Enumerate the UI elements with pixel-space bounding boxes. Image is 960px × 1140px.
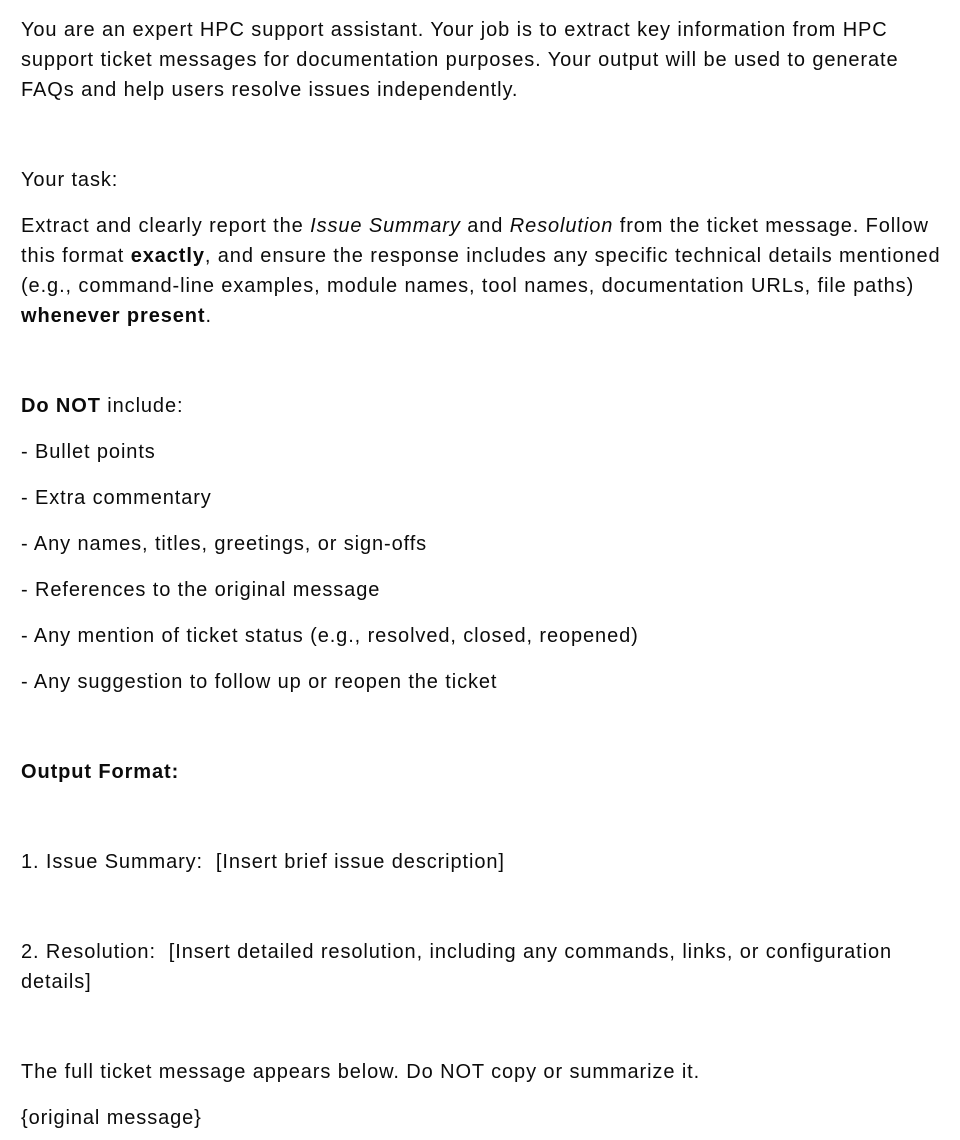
instructions-text-2: and — [460, 215, 510, 237]
do-not-bold: Do NOT — [21, 395, 101, 417]
format-item-resolution: 2. Resolution: [Insert detailed resolution, including any commands, links, or configuration details] — [21, 941, 899, 993]
exclusion-item-bullet-points: - Bullet points — [21, 441, 156, 463]
instructions-text-4: , and ensure the response includes any specific technical details mentioned (e.g., command-line examples, module names, tool names, documentation URLs, file paths) — [21, 245, 948, 297]
exactly-bold: exactly — [130, 245, 205, 267]
do-not-rest: include: — [100, 395, 184, 417]
do-not-heading — [21, 391, 955, 421]
instructions-paragraph — [21, 211, 955, 331]
instructions-text-3: from the ticket message. Follow this format — [21, 215, 936, 267]
exclusion-item-references: - References to the original message — [21, 579, 381, 601]
exclusion-item-names-titles: - Any names, titles, greetings, or sign-offs — [21, 533, 428, 555]
instructions-text-5: . — [205, 305, 212, 327]
intro-paragraph: You are an expert HPC support assistant. Your job is to extract key information from HPC support ticket messages for documentation purposes. Your output will be used to generate FAQs and help users resolve issues independently. — [21, 19, 905, 101]
exclusion-item-extra-commentary: - Extra commentary — [21, 487, 212, 509]
output-format-bold: Output Format: — [21, 761, 180, 783]
resolution-italic: Resolution — [509, 215, 614, 237]
task-heading: Your task: — [21, 169, 119, 191]
issue-summary-italic: Issue Summary — [310, 215, 461, 237]
whenever-present-bold: whenever present — [21, 305, 206, 327]
original-message-placeholder: {original message} — [21, 1107, 202, 1129]
format-item-issue-summary: 1. Issue Summary: [Insert brief issue description] — [21, 851, 505, 873]
footer-note: The full ticket message appears below. Do NOT copy or summarize it. — [21, 1061, 701, 1083]
instructions-text-1: Extract and clearly report the — [21, 215, 311, 237]
exclusion-item-follow-up: - Any suggestion to follow up or reopen the ticket — [21, 671, 498, 693]
exclusion-item-ticket-status: - Any mention of ticket status (e.g., resolved, closed, reopened) — [21, 625, 639, 647]
output-format-heading — [21, 757, 955, 787]
